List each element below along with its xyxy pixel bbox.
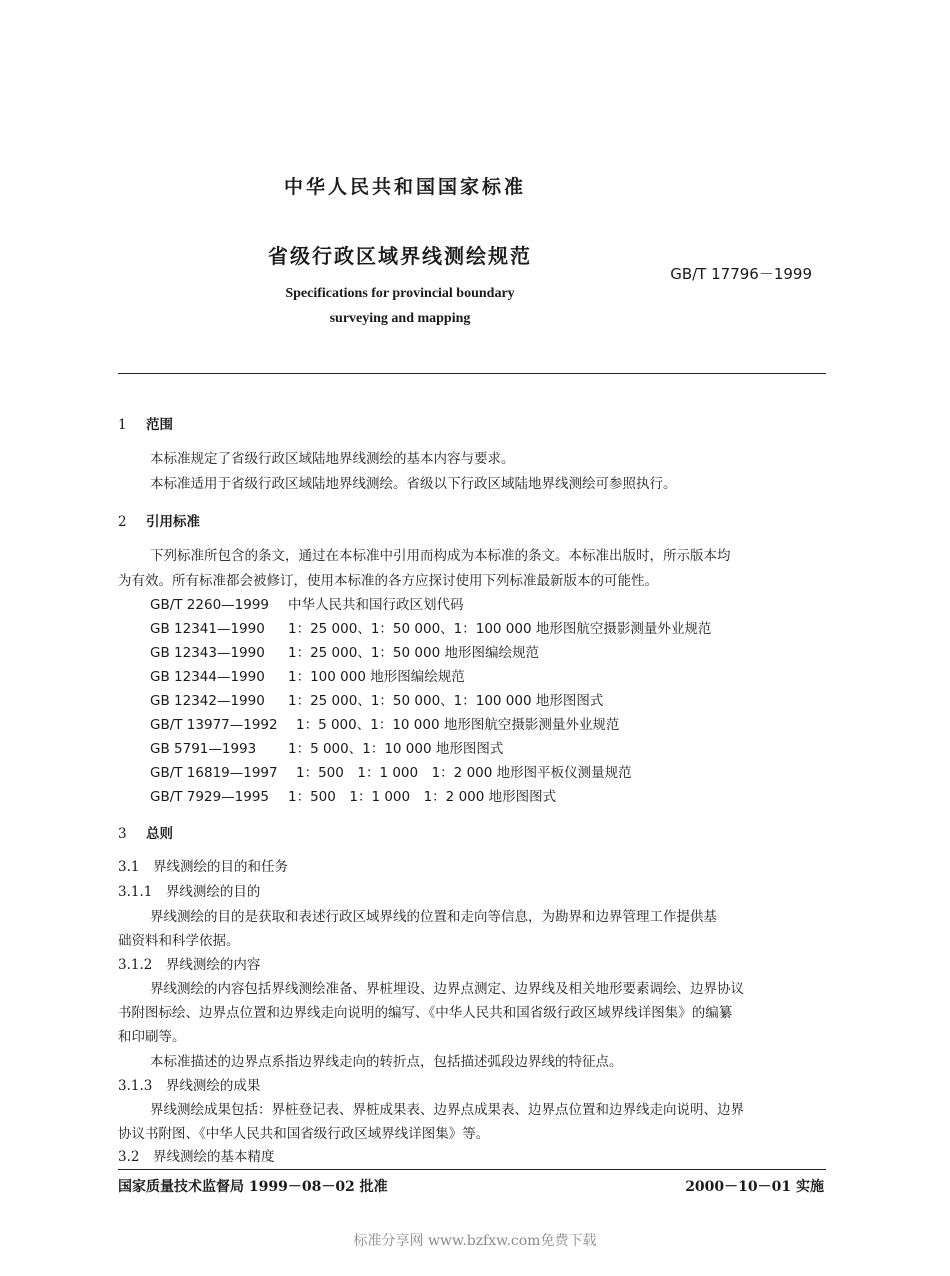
national-standard-heading: 中华人民共和国国家标准 [283,176,526,198]
subsection-3-1-2-line-4: 本标准描述的边界点系指边界线走向的转折点，包括描述弧段边界线的特征点。 [150,1054,623,1070]
reference-code: GB 5791—1993 [150,741,257,757]
reference-code: GB 12342—1990 [150,693,265,709]
section-2-number: 2 [118,514,127,530]
subsection-3-2: 3.2 界线测绘的基本精度 [118,1149,275,1165]
subsection-3-1: 3.1 界线测绘的目的和任务 [118,859,288,875]
approval-line: 国家质量技术监督局 1999－08－02 批准 [118,1179,388,1195]
implementation-date: 2000－10－01 实施 [685,1179,824,1195]
reference-title: 1：25 000、1：50 000、1：100 000 地形图航空摄影测量外业规范 [288,621,712,637]
section-3-heading [118,822,173,842]
document-title-en-line2: surveying and mapping [329,311,471,326]
subsection-3-1-2-line-1: 界线测绘的内容包括界线测绘准备、界桩埋设、边界点测定、边界线及相关地形要素调绘、边界协议 [150,981,744,997]
header-divider [118,373,826,374]
reference-title: 1：500 1：1 000 1：2 000 地形图图式 [288,789,557,805]
reference-code: GB 12343—1990 [150,645,265,661]
reference-title: 中华人民共和国行政区划代码 [288,597,464,613]
section-1-heading [118,413,173,433]
reference-title: 1：25 000、1：50 000 地形图编绘规范 [288,645,539,661]
reference-code: GB 12341—1990 [150,621,265,637]
document-title-en-line1: Specifications for provincial boundary [285,286,515,301]
reference-code: GB/T 2260—1999 [150,597,270,613]
reference-title: 1：5 000、1：10 000 地形图航空摄影测量外业规范 [296,717,620,733]
section-3-number: 3 [118,826,127,842]
footer-divider [118,1169,826,1170]
reference-item [150,665,465,685]
section-3-title: 总则 [146,826,173,842]
section-2-title: 引用标准 [146,514,200,530]
standard-number: GB/T 17796－1999 [670,265,812,283]
subsection-3-1-3: 3.1.3 界线测绘的成果 [118,1078,261,1094]
subsection-3-1-1-line-1: 界线测绘的目的是获取和表述行政区域界线的位置和走向等信息，为勘界和边界管理工作提供基 [150,909,717,925]
subsection-3-1-3-line-1: 界线测绘成果包括：界桩登记表、界桩成果表、边界点成果表、边界点位置和边界线走向说明、边界 [150,1102,744,1118]
reference-title: 1：100 000 地形图编绘规范 [288,669,465,685]
reference-item [150,593,464,613]
watermark-text: 标准分享网 www.bzfxw.com免费下载 [353,1233,597,1249]
reference-item [150,785,556,805]
section-2-para-line-2: 为有效。所有标准都会被修订，使用本标准的各方应探讨使用下列标准最新版本的可能性。 [118,573,658,589]
reference-title: 1：5 000、1：10 000 地形图图式 [288,741,504,757]
subsection-3-1-2: 3.1.2 界线测绘的内容 [118,957,261,973]
section-1-title: 范围 [146,417,173,433]
subsection-3-1-3-line-2: 协议书附图、《中华人民共和国省级行政区域界线详图集》等。 [118,1126,490,1142]
reference-code: GB/T 7929—1995 [150,789,270,805]
document-title-cn: 省级行政区域界线测绘规范 [268,244,532,268]
reference-item [150,641,539,661]
reference-code: GB/T 13977—1992 [150,717,278,733]
reference-item [150,617,711,637]
subsection-3-1-2-line-2: 书附图标绘、边界点位置和边界线走向说明的编写、《中华人民共和国省级行政区域界线详图集》的编纂 [118,1005,733,1021]
reference-code: GB 12344—1990 [150,669,265,685]
subsection-3-1-2-line-3: 和印刷等。 [118,1029,186,1045]
section-2-heading [118,510,200,530]
subsection-3-1-1-line-2: 础资料和科学依据。 [118,933,240,949]
reference-title: 1：500 1：1 000 1：2 000 地形图平板仪测量规范 [296,765,632,781]
subsection-3-1-1: 3.1.1 界线测绘的目的 [118,884,261,900]
reference-code: GB/T 16819—1997 [150,765,278,781]
section-1-para-2: 本标准适用于省级行政区域陆地界线测绘。省级以下行政区域陆地界线测绘可参照执行。 [150,476,677,492]
section-1-number: 1 [118,417,127,433]
reference-item [150,689,603,709]
section-2-para-line-1: 下列标准所包含的条文，通过在本标准中引用而构成为本标准的条文。本标准出版时，所示版本均 [150,548,731,564]
section-1-para-1: 本标准规定了省级行政区域陆地界线测绘的基本内容与要求。 [150,451,515,467]
reference-item [150,713,619,733]
reference-item [150,737,503,757]
reference-item [150,761,632,781]
reference-title: 1：25 000、1：50 000、1：100 000 地形图图式 [288,693,604,709]
